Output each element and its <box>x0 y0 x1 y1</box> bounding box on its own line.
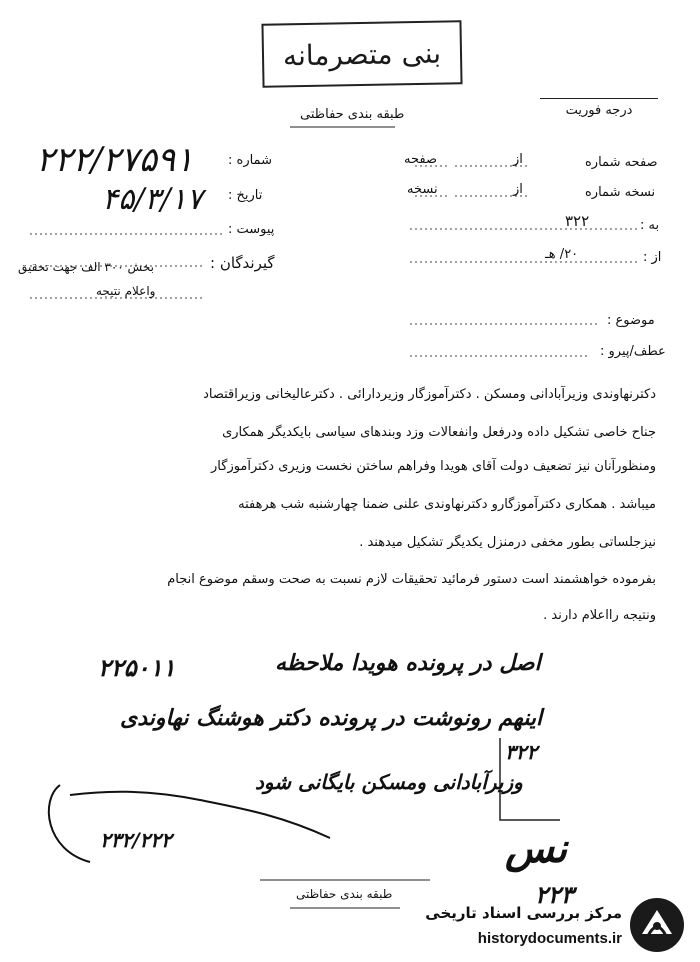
confidential-stamp: بنی متصرمانه <box>261 20 462 87</box>
body-line-6: بفرموده خواهشمند است دستور فرمائید تحقیقات لازم نسبت به صحت وسقم موضوع انجام <box>167 572 656 587</box>
watermark-title: مرکز بررسی اسناد تاریخی <box>425 904 622 922</box>
archive-logo-icon <box>628 896 686 954</box>
subject-label: موضوع : <box>607 313 655 328</box>
attachment-label: پیوست : <box>228 222 275 237</box>
number-label: شماره : <box>228 153 272 168</box>
handwritten-ref-number: ۲۲۵۰۱۱ <box>98 653 176 682</box>
copy-number-label: نسخه شماره <box>585 185 656 200</box>
handwritten-number: ۲۲۲/۲۷۵۹۱ <box>36 140 194 180</box>
reference-label: عطف/پیرو : <box>600 344 666 359</box>
to-label: به : <box>640 218 660 233</box>
body-line-7: ونتیجه رااعلام دارند . <box>543 608 656 623</box>
handwritten-note-1: اصل در پرونده هویدا ملاحظه <box>275 650 541 676</box>
copy-suffix-label: نسخه <box>407 182 438 197</box>
recipients-label: گیرندگان : <box>210 254 275 272</box>
body-line-5: نیزجلساتی بطور مخفی درمنزل یکدیگر تشکیل میدهند . <box>359 535 656 550</box>
body-line-3: ومنظورآنان نیز تضعیف دولت آقای هویدا وفراهم ساختن نخست وزیری دکترآموزگار <box>211 459 656 474</box>
handwritten-note-3: وزیرآبادانی ومسکن بایگانی شود <box>255 770 523 794</box>
page-suffix-label: صفحه <box>404 152 437 167</box>
handwritten-bottom-number: ۲۲۳ <box>535 880 574 909</box>
handwritten-note-2: اینهم رونوشت در پرونده دکتر هوشنگ نهاوندی <box>120 705 543 731</box>
handwritten-date: ۴۵/۳/۱۷ <box>102 182 203 217</box>
handwritten-initial: نس <box>505 825 568 872</box>
page-number-label: صفحه شماره <box>585 155 658 170</box>
from-label: از : <box>643 250 662 265</box>
signature-stroke-2 <box>49 785 90 862</box>
to-value: ۳۲۲ <box>565 212 590 230</box>
body-line-2: جناح خاصی تشکیل داده ودرفعل وانفعالات وزد وبندهای سیاسی بایکدیگر همکاری <box>222 425 656 440</box>
received-stamp-number: ۳۲۲ <box>505 740 538 764</box>
urgency-label: درجه فوریت <box>540 98 658 118</box>
body-line-1: دکترنهاوندی وزیرآبادانی ومسکن . دکترآموزگار وزیردارائی . دکترعالیخانی وزیراقتصاد <box>203 387 656 402</box>
copy-of-label: از <box>513 182 523 197</box>
page-of-label: از <box>513 152 523 167</box>
classification-label: طبقه بندی حفاظتی <box>300 107 405 122</box>
recipients-value: بخش ۳۰۰ الف جهت تحقیق <box>18 260 154 274</box>
from-value: ۲۰/ هـ <box>545 247 579 262</box>
body-line-4: میباشد . همکاری دکترآموزگارو دکترنهاوندی علنی ضمنا چهارشنبه شب هرهفته <box>238 497 656 512</box>
watermark-url: historydocuments.ir <box>477 930 622 947</box>
recipients-value-2: واعلام نتیجه <box>96 284 156 298</box>
handwritten-signature: ۲۳۲/۲۲۲ <box>100 828 172 852</box>
date-label: تاریخ : <box>228 188 263 203</box>
footer-classification-label: طبقه بندی حفاظتی <box>296 887 393 901</box>
